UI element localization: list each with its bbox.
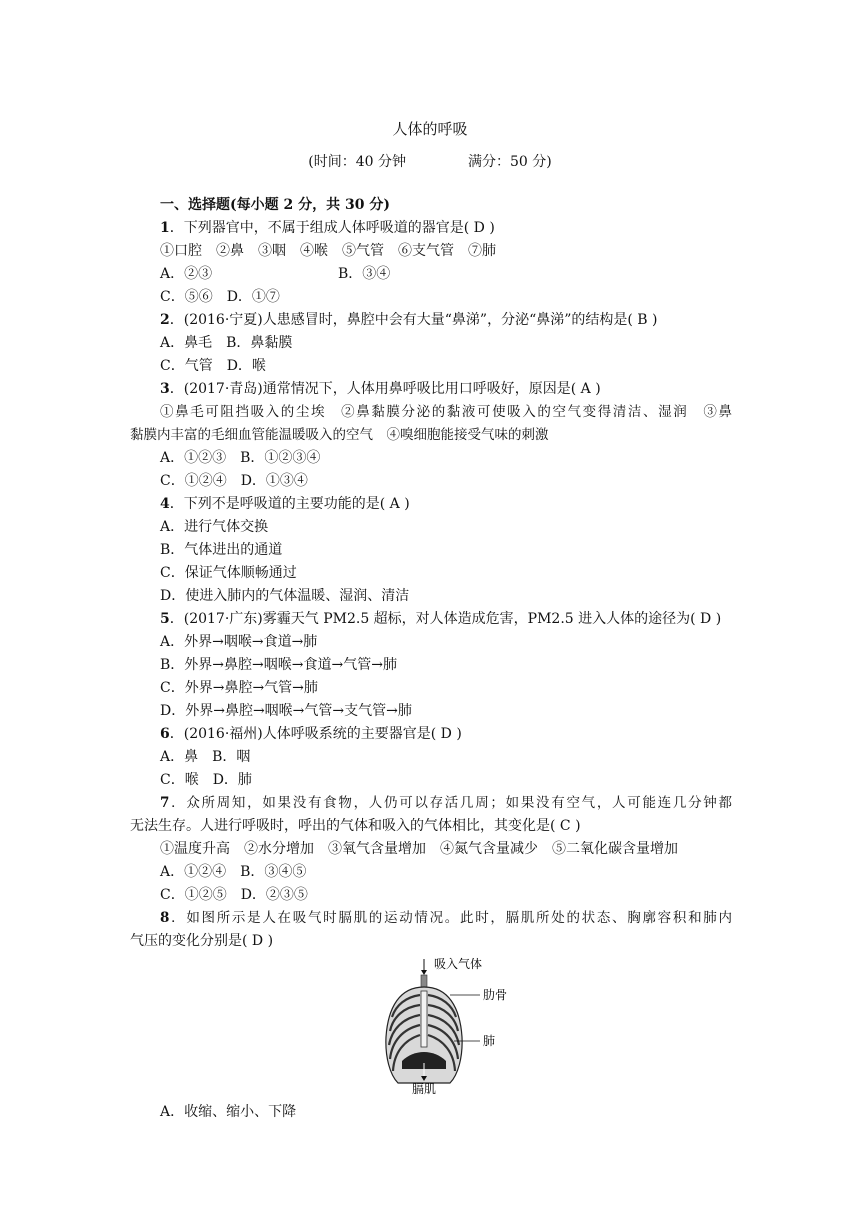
- option-row: C．①②④ D．①③④: [160, 473, 308, 489]
- option-row: A．鼻 B．咽: [160, 749, 251, 765]
- question-6: [160, 723, 732, 746]
- question-number: 2: [160, 312, 170, 328]
- option-row: C．外界→鼻腔→气管→肺: [160, 680, 318, 696]
- question-number: 1: [160, 220, 170, 236]
- option-row: C．①②⑤ D．②③⑤: [160, 887, 308, 903]
- question-stem: ．下列器官中，不属于组成人体呼吸道的器官是( D ): [169, 220, 495, 236]
- question-number: 3: [160, 381, 170, 397]
- figure-label: 吸入气体: [434, 957, 483, 971]
- ribcage-diagram: [380, 957, 530, 1095]
- question-stem: ．(2017·青岛)通常情况下，人体用鼻呼吸比用口呼吸好，原因是( A ): [169, 381, 601, 397]
- question-stem: ．(2016·福州)人体呼吸系统的主要器官是( D ): [169, 726, 462, 742]
- option-row: [160, 263, 732, 286]
- question-5: [160, 608, 732, 631]
- time-limit: (时间：40 分钟: [308, 154, 406, 170]
- question-stem-continued: 无法生存。人进行呼吸时，呼出的气体和吸入的气体相比，其变化是( C ): [130, 818, 581, 834]
- question-items: 黏膜内丰富的毛细血管能温暖吸入的空气 ④嗅细胞能接受气味的刺激: [130, 427, 549, 443]
- option-row: A．外界→咽喉→食道→肺: [160, 634, 318, 650]
- question-stem: ．如图所示是人在吸气时膈肌的运动情况。此时，膈肌所处的状态、胸廓容积和肺内: [169, 910, 732, 926]
- option: B．③④: [338, 266, 391, 282]
- full-score: 满分：50 分): [468, 154, 552, 170]
- question-1: [160, 217, 732, 240]
- question-stem: ．下列不是呼吸道的主要功能的是( A ): [169, 496, 410, 512]
- question-3: [160, 378, 732, 401]
- question-list: [130, 194, 732, 1124]
- option-row: A．鼻毛 B．鼻黏膜: [160, 335, 293, 351]
- question-items: ①鼻毛可阻挡吸入的尘埃 ②鼻黏膜分泌的黏液可使吸入的空气变得清洁、湿润 ③鼻: [160, 404, 732, 420]
- ribcage-figure: [160, 957, 732, 1095]
- section-heading: 一、选择题(每小题 2 分，共 30 分): [160, 197, 390, 213]
- question-items: ①温度升高 ②水分增加 ③氧气含量增加 ④氮气含量减少 ⑤二氧化碳含量增加: [160, 841, 678, 857]
- option-row: A．①②④ B．③④⑤: [160, 864, 307, 880]
- question-2: [160, 309, 732, 332]
- option: A．②③: [160, 266, 213, 282]
- option-row: C．保证气体顺畅通过: [160, 565, 297, 581]
- option-row: A．进行气体交换: [160, 519, 269, 535]
- option-row: C．⑤⑥ D．①⑦: [160, 289, 280, 305]
- question-number: 6: [160, 726, 170, 742]
- figure-label: 肋骨: [483, 988, 508, 1002]
- question-7: [160, 792, 732, 815]
- sternum: [421, 991, 427, 1047]
- question-4: [160, 493, 732, 516]
- question-stem: ．(2016·宁夏)人患感冒时，鼻腔中会有大量“鼻涕”，分泌“鼻涕”的结构是( B ): [169, 312, 658, 328]
- question-stem-continued: 气压的变化分别是( D ): [130, 933, 274, 949]
- option-row: A．收缩、缩小、下降: [160, 1104, 297, 1120]
- option-row: B．气体进出的通道: [160, 542, 283, 558]
- option-row: A．①②③ B．①②③④: [160, 450, 321, 466]
- question-number: 7: [160, 795, 170, 811]
- question-number: 5: [160, 611, 170, 627]
- question-stem: ．众所周知，如果没有食物，人仍可以存活几周；如果没有空气，人可能连几分钟都: [169, 795, 732, 811]
- page-title: 人体的呼吸: [392, 120, 468, 138]
- option-row: C．喉 D．肺: [160, 772, 252, 788]
- question-number: 4: [160, 496, 170, 512]
- question-number: 8: [160, 910, 170, 926]
- question-stem: ．(2017·广东)雾霾天气 PM2.5 超标，对人体造成危害，PM2.5 进入人体的途径为( D ): [169, 611, 722, 627]
- exam-info: [0, 151, 860, 171]
- option-row: C．气管 D．喉: [160, 358, 266, 374]
- option-row: B．外界→鼻腔→咽喉→食道→气管→肺: [160, 657, 397, 673]
- question-8: [160, 907, 732, 930]
- question-items: ①口腔 ②鼻 ③咽 ④喉 ⑤气管 ⑥支气管 ⑦肺: [160, 243, 496, 259]
- figure-label: 膈肌: [412, 1082, 437, 1095]
- figure-label: 肺: [483, 1034, 496, 1048]
- option-row: D．外界→鼻腔→咽喉→气管→支气管→肺: [160, 703, 412, 719]
- inhale-arrow-head: [421, 970, 427, 975]
- option-row: D．使进入肺内的气体温暖、湿润、清洁: [160, 588, 410, 604]
